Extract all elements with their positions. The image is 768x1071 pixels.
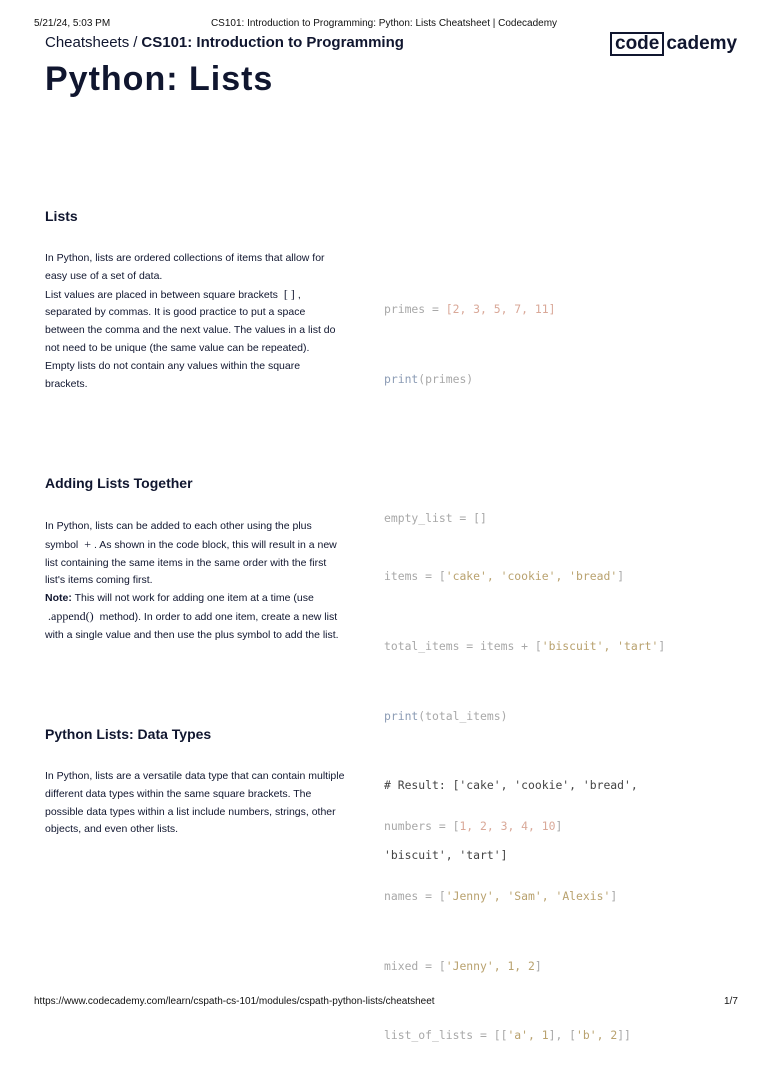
breadcrumb — [45, 34, 404, 51]
inline-code: + — [84, 536, 91, 551]
print-date: 5/21/24, 5:03 PM — [34, 18, 111, 29]
print-page-title: CS101: Introduction to Programming: Python: Lists Cheatsheet | Codecademy — [210, 18, 558, 29]
page-title: Python: Lists — [45, 60, 274, 98]
section-lists-description — [45, 250, 345, 393]
print-footer-url: https://www.codecademy.com/learn/cspath-cs-101/modules/cspath-python-lists/cheatsheet — [34, 996, 435, 1007]
inline-code: .append() — [48, 608, 94, 623]
logo-boxed-part: code — [610, 32, 664, 56]
logo-text-part: cademy — [666, 33, 738, 54]
code-block-lists: primes = [2, 3, 5, 7, 11] print(primes) empty_list = [] — [384, 302, 556, 526]
paragraph: In Python, lists are ordered collections of items that allow for easy use of a set of data. — [45, 252, 325, 282]
paragraph: In Python, lists can be added to each other using the plus symbol + . As shown in the code block, this will result in a new list containing the same items in the same order with the first list's items coming first. — [45, 520, 337, 587]
section-title-lists: Lists — [45, 208, 78, 224]
codecademy-logo[interactable] — [610, 32, 737, 56]
paragraph: Empty lists do not contain any values within the square brackets. — [45, 359, 301, 390]
paragraph: List values are placed in between square brackets [ ] , separated by commas. It is good practice to put a space between the comma and the next value. The values in a list do not need to be unique (the same value can be repeated). — [45, 286, 336, 354]
section-adding-lists-description — [45, 518, 345, 645]
code-block-adding-lists: items = ['cake', 'cookie', 'bread'] total_items = items + ['biscuit', 'tart'] print(total_items) # Result: ['cake', 'cookie', 'bread', 'biscuit', 'tart'] — [384, 569, 666, 862]
breadcrumb-current-course[interactable]: CS101: Introduction to Programming — [141, 34, 404, 51]
code-block-data-types: numbers = [1, 2, 3, 4, 10] names = ['Jenny', 'Sam', 'Alexis'] mixed = ['Jenny', 1, 2] list_of_lists = [['a', 1], ['b', 2]] — [384, 819, 631, 1043]
section-title-adding-lists: Adding Lists Together — [45, 475, 193, 491]
breadcrumb-cheatsheets-link[interactable]: Cheatsheets — [45, 34, 130, 51]
inline-code: [ ] — [283, 286, 295, 301]
breadcrumb-separator: / — [133, 34, 138, 51]
section-title-data-types: Python Lists: Data Types — [45, 726, 212, 742]
paragraph: Note: This will not work for adding one item at a time (use .append() method). In order to add one item, create a new list with a single value and then use the plus symbol to add the list. — [45, 592, 339, 641]
section-data-types-description — [45, 768, 345, 839]
paragraph: In Python, lists are a versatile data type that can contain multiple different data types within the same square brackets. The possible data types within a list include numbers, strings, other objects, and even other lists. — [45, 770, 345, 836]
print-page-number: 1/7 — [724, 996, 738, 1007]
